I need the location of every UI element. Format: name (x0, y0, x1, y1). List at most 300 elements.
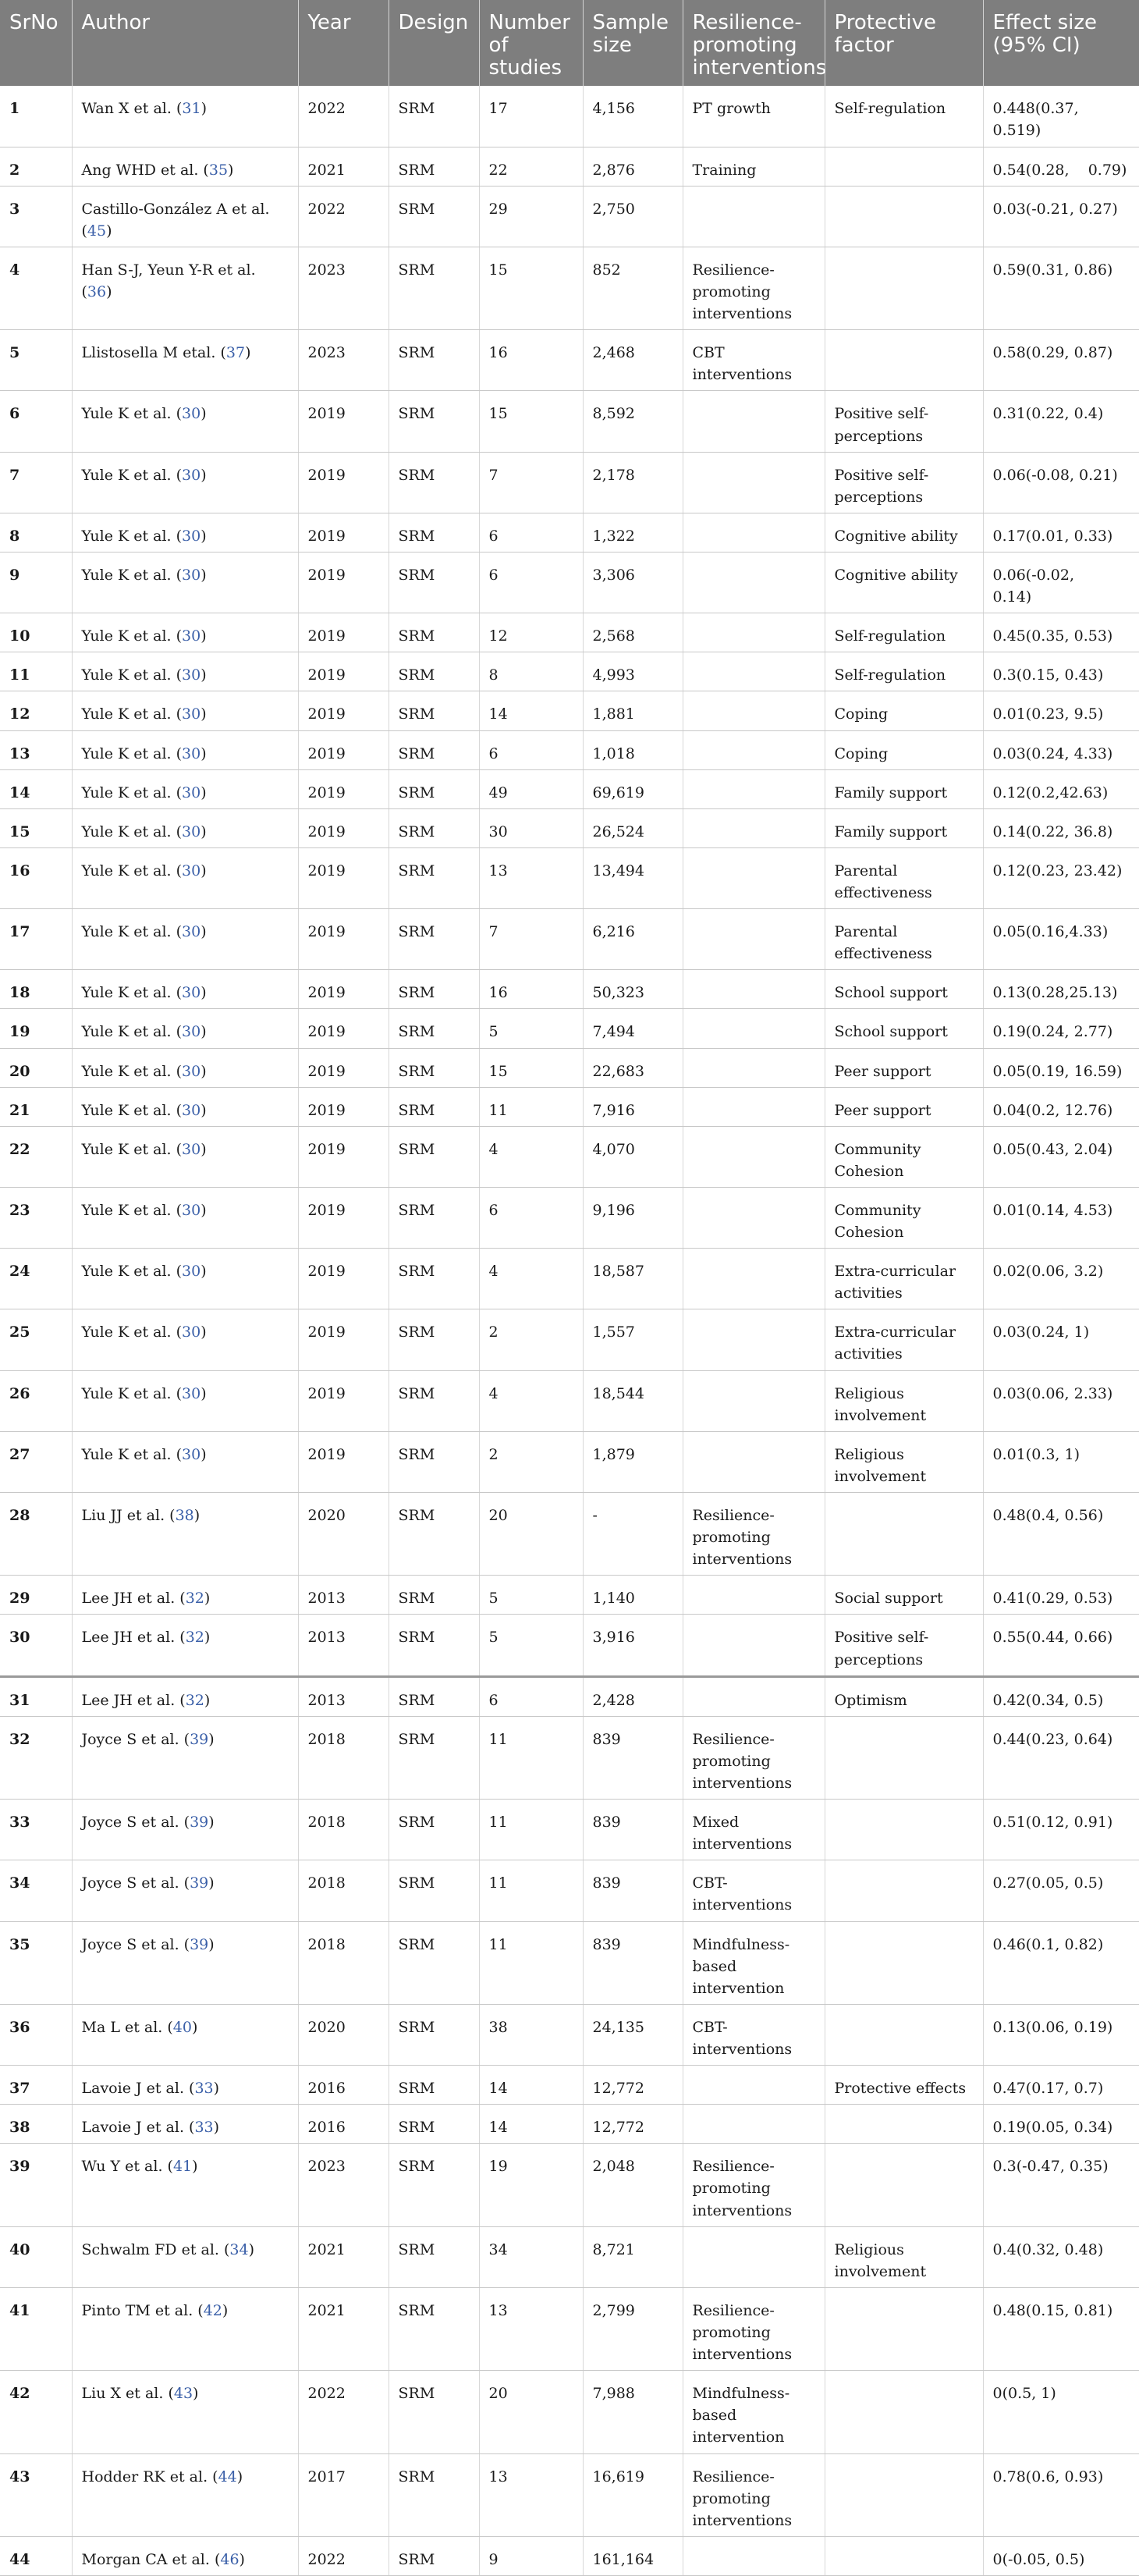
sample-size-cell: 24,135 (583, 2004, 683, 2065)
design-cell: SRM (389, 2453, 479, 2536)
intervention-cell (683, 1187, 825, 1248)
year-cell: 2021 (298, 2287, 389, 2370)
design-cell: SRM (389, 391, 479, 452)
reference-link[interactable]: 30 (182, 1384, 201, 1402)
reference-link[interactable]: 31 (182, 100, 201, 118)
table-row (0, 2144, 1139, 2226)
studies-cell: 5 (479, 1615, 583, 1676)
author-cell (72, 1676, 298, 1716)
protective-factor-cell: Social support (825, 1576, 983, 1615)
reference-link[interactable]: 30 (182, 627, 201, 645)
reference-link[interactable]: 41 (172, 2158, 193, 2176)
author-cell (72, 1048, 298, 1087)
reference-link[interactable]: 30 (182, 923, 201, 941)
row-number: 40 (0, 2226, 72, 2287)
intervention-cell (683, 1126, 825, 1187)
sample-size-cell: 6,216 (583, 909, 683, 970)
sample-size-cell: 2,750 (583, 186, 683, 247)
effect-size-cell: 0(0.5, 1) (983, 2371, 1139, 2453)
row-number: 10 (0, 613, 72, 652)
author-cell (72, 1187, 298, 1248)
effect-size-cell: 0.48(0.15, 0.81) (983, 2287, 1139, 2370)
author-cell (72, 2226, 298, 2287)
intervention-cell (683, 452, 825, 513)
protective-factor-cell: Positive self-perceptions (825, 391, 983, 452)
protective-factor-cell (825, 1800, 983, 1860)
sample-size-cell: 2,178 (583, 452, 683, 513)
studies-cell: 7 (479, 452, 583, 513)
intervention-cell: Training (683, 147, 825, 186)
year-cell: 2018 (298, 1800, 389, 1860)
reference-link[interactable]: 30 (182, 666, 201, 684)
design-cell: SRM (389, 247, 479, 329)
effect-size-cell: 0.19(0.05, 0.34) (983, 2105, 1139, 2144)
reference-link[interactable]: 32 (185, 1629, 204, 1647)
effect-size-cell: 0.19(0.24, 2.77) (983, 1009, 1139, 1048)
effect-size-cell: 0.01(0.14, 4.53) (983, 1187, 1139, 1248)
intervention-cell (683, 970, 825, 1009)
protective-factor-cell: School support (825, 1009, 983, 1048)
reference-link[interactable]: 39 (190, 1874, 209, 1892)
studies-cell: 13 (479, 2453, 583, 2536)
studies-cell: 12 (479, 613, 583, 652)
reference-link[interactable]: 37 (225, 344, 246, 362)
studies-cell: 13 (479, 2287, 583, 2370)
design-cell: SRM (389, 691, 479, 730)
protective-factor-cell: Cognitive ability (825, 513, 983, 552)
effect-size-cell: 0.13(0.06, 0.19) (983, 2004, 1139, 2065)
author-cell (72, 2287, 298, 2370)
intervention-cell (683, 808, 825, 847)
reference-link[interactable]: 38 (175, 1507, 194, 1525)
reference-link[interactable]: 30 (182, 1201, 201, 1219)
intervention-cell (683, 513, 825, 552)
reference-link[interactable]: 30 (182, 862, 201, 879)
row-number: 16 (0, 847, 72, 908)
studies-cell: 11 (479, 1800, 583, 1860)
sample-size-cell: 839 (583, 1921, 683, 2004)
protective-factor-cell: Self-regulation (825, 613, 983, 652)
design-cell: SRM (389, 1800, 479, 1860)
author-cell (72, 730, 298, 769)
year-cell: 2016 (298, 2105, 389, 2144)
header-interventions: Resilience-promoting interventions (683, 0, 825, 86)
design-cell: SRM (389, 1921, 479, 2004)
row-number: 14 (0, 769, 72, 808)
year-cell: 2013 (298, 1676, 389, 1716)
design-cell: SRM (389, 1309, 479, 1370)
year-cell: 2020 (298, 1493, 389, 1576)
design-cell: SRM (389, 1249, 479, 1309)
reference-link[interactable]: 30 (182, 466, 201, 484)
effect-size-cell: 0.03(0.24, 1) (983, 1309, 1139, 1370)
author-name: Yule K et al. ( (81, 405, 183, 423)
row-number: 12 (0, 691, 72, 730)
reference-link[interactable]: 30 (182, 783, 201, 801)
sample-size-cell: 161,164 (583, 2536, 683, 2575)
intervention-cell: Resilience-promoting interventions (683, 2144, 825, 2226)
author-cell (72, 552, 298, 613)
protective-factor-cell (825, 2453, 983, 2536)
author-name: Yule K et al. ( (81, 862, 183, 879)
design-cell: SRM (389, 2004, 479, 2065)
effect-size-cell: 0.01(0.3, 1) (983, 1431, 1139, 1492)
sample-size-cell: 839 (583, 1800, 683, 1860)
year-cell: 2019 (298, 1370, 389, 1431)
reference-close: ) (200, 1201, 207, 1219)
studies-cell: 9 (479, 2536, 583, 2575)
year-cell: 2019 (298, 1431, 389, 1492)
sample-size-cell: 12,772 (583, 2066, 683, 2105)
reference-link[interactable]: 43 (173, 2385, 193, 2403)
studies-cell: 5 (479, 1009, 583, 1048)
row-number: 17 (0, 909, 72, 970)
reference-close: ) (192, 2158, 198, 2176)
author-cell (72, 1431, 298, 1492)
year-cell: 2019 (298, 1126, 389, 1187)
row-number: 2 (0, 147, 72, 186)
year-cell: 2019 (298, 513, 389, 552)
reference-close: ) (200, 823, 207, 840)
studies-cell: 14 (479, 2105, 583, 2144)
reference-link[interactable]: 30 (182, 1263, 201, 1281)
author-cell (72, 452, 298, 513)
row-number: 11 (0, 652, 72, 691)
intervention-cell (683, 2536, 825, 2575)
effect-size-cell: 0.06(-0.08, 0.21) (983, 452, 1139, 513)
author-name: Yule K et al. ( (81, 627, 183, 645)
reference-close: ) (193, 1507, 200, 1525)
reference-close: ) (200, 1140, 207, 1158)
reference-link[interactable]: 36 (87, 282, 107, 300)
table-row (0, 2105, 1139, 2144)
effect-size-cell: 0.13(0.28,25.13) (983, 970, 1139, 1009)
author-name: Yule K et al. ( (81, 984, 183, 1002)
reference-close: ) (204, 1629, 211, 1647)
studies-cell: 17 (479, 86, 583, 147)
protective-factor-cell: Parental effectiveness (825, 909, 983, 970)
sample-size-cell: 22,683 (583, 1048, 683, 1087)
table-row (0, 1921, 1139, 2004)
design-cell: SRM (389, 2105, 479, 2144)
author-name: Yule K et al. ( (81, 566, 183, 584)
year-cell: 2021 (298, 2226, 389, 2287)
row-number: 7 (0, 452, 72, 513)
row-number: 43 (0, 2453, 72, 2536)
sample-size-cell: 8,592 (583, 391, 683, 452)
reference-close: ) (200, 984, 207, 1002)
protective-factor-cell (825, 1493, 983, 1576)
intervention-cell (683, 186, 825, 247)
table-row (0, 2066, 1139, 2105)
author-cell (72, 1800, 298, 1860)
intervention-cell: CBT-interventions (683, 1860, 825, 1921)
reference-close: ) (191, 2018, 198, 2036)
row-number: 29 (0, 1576, 72, 1615)
reference-link[interactable]: 30 (182, 744, 201, 762)
table-row (0, 391, 1139, 452)
reference-link[interactable]: 45 (87, 222, 107, 240)
protective-factor-cell: Community Cohesion (825, 1187, 983, 1248)
table-row (0, 730, 1139, 769)
protective-factor-cell (825, 2287, 983, 2370)
sample-size-cell: 13,494 (583, 847, 683, 908)
header-number-of-studies: Number of studies (479, 0, 583, 86)
table-row (0, 1249, 1139, 1309)
reference-link[interactable]: 32 (185, 1691, 204, 1709)
row-number: 39 (0, 2144, 72, 2226)
intervention-cell: Resilience-promoting interventions (683, 2453, 825, 2536)
author-name: Yule K et al. ( (81, 466, 183, 484)
row-number: 24 (0, 1249, 72, 1309)
row-number: 18 (0, 970, 72, 1009)
row-number: 27 (0, 1431, 72, 1492)
intervention-cell: Resilience-promoting interventions (683, 1493, 825, 1576)
author-name: Yule K et al. ( (81, 705, 183, 723)
effect-size-cell: 0.448(0.37, 0.519) (983, 86, 1139, 147)
reference-link[interactable]: 46 (220, 2550, 240, 2568)
intervention-cell (683, 909, 825, 970)
year-cell: 2013 (298, 1615, 389, 1676)
reference-link[interactable]: 42 (203, 2301, 222, 2319)
protective-factor-cell (825, 2371, 983, 2453)
row-number: 25 (0, 1309, 72, 1370)
header-sample-size: Sample size (583, 0, 683, 86)
year-cell: 2019 (298, 909, 389, 970)
design-cell: SRM (389, 847, 479, 908)
design-cell: SRM (389, 730, 479, 769)
reference-close: ) (248, 2240, 254, 2258)
author-name: Yule K et al. ( (81, 1263, 183, 1281)
year-cell: 2020 (298, 2004, 389, 2065)
design-cell: SRM (389, 1431, 479, 1492)
year-cell: 2019 (298, 970, 389, 1009)
author-cell (72, 613, 298, 652)
design-cell: SRM (389, 2371, 479, 2453)
table-row (0, 1493, 1139, 1576)
table-row (0, 186, 1139, 247)
author-cell (72, 1576, 298, 1615)
year-cell: 2019 (298, 1048, 389, 1087)
author-cell (72, 1370, 298, 1431)
intervention-cell: Mindfulness-based intervention (683, 1921, 825, 2004)
year-cell: 2019 (298, 1087, 389, 1126)
effect-size-cell: 0.54(0.28, 0.79) (983, 147, 1139, 186)
reference-link[interactable]: 33 (194, 2119, 214, 2137)
reference-link[interactable]: 30 (182, 566, 201, 584)
table-row (0, 1126, 1139, 1187)
reference-close: ) (236, 2468, 243, 2485)
year-cell: 2023 (298, 330, 389, 391)
author-name: Liu X et al. ( (81, 2385, 174, 2403)
protective-factor-cell: Family support (825, 808, 983, 847)
reference-link[interactable]: 33 (194, 2080, 214, 2098)
effect-size-cell: 0.03(0.24, 4.33) (983, 730, 1139, 769)
effect-size-cell: 0.3(0.15, 0.43) (983, 652, 1139, 691)
year-cell: 2019 (298, 1309, 389, 1370)
reference-link[interactable]: 30 (182, 1023, 201, 1041)
reference-link[interactable]: 44 (218, 2468, 237, 2485)
reference-close: ) (200, 100, 207, 118)
effect-size-cell: 0.06(-0.02, 0.14) (983, 552, 1139, 613)
sample-size-cell: 1,140 (583, 1576, 683, 1615)
reference-close: ) (106, 282, 112, 300)
author-cell (72, 2066, 298, 2105)
row-number: 1 (0, 86, 72, 147)
sample-size-cell: 1,322 (583, 513, 683, 552)
reference-close: ) (200, 1023, 207, 1041)
protective-factor-cell: Coping (825, 691, 983, 730)
reference-link[interactable]: 39 (190, 1730, 209, 1748)
reference-link[interactable]: 35 (208, 161, 229, 179)
studies-cell: 14 (479, 2066, 583, 2105)
sample-size-cell: 8,721 (583, 2226, 683, 2287)
row-number: 41 (0, 2287, 72, 2370)
studies-cell: 11 (479, 1087, 583, 1126)
protective-factor-cell: Cognitive ability (825, 552, 983, 613)
year-cell: 2019 (298, 769, 389, 808)
effect-size-cell: 0.42(0.34, 0.5) (983, 1676, 1139, 1716)
protective-factor-cell (825, 186, 983, 247)
design-cell: SRM (389, 2536, 479, 2575)
header-protective-factor: Protective factor (825, 0, 983, 86)
author-cell (72, 691, 298, 730)
year-cell: 2013 (298, 1576, 389, 1615)
sample-size-cell: 2,428 (583, 1676, 683, 1716)
protective-factor-cell: Positive self-perceptions (825, 1615, 983, 1676)
author-cell (72, 2453, 298, 2536)
reference-link[interactable]: 30 (182, 705, 201, 723)
table-row (0, 613, 1139, 652)
reference-close: ) (200, 923, 207, 941)
intervention-cell: Mixed interventions (683, 1800, 825, 1860)
effect-size-cell: 0.05(0.43, 2.04) (983, 1126, 1139, 1187)
sample-size-cell: 69,619 (583, 769, 683, 808)
author-cell (72, 391, 298, 452)
reference-link[interactable]: 30 (182, 984, 201, 1002)
reference-link[interactable]: 30 (182, 1445, 201, 1463)
row-number: 13 (0, 730, 72, 769)
protective-factor-cell (825, 1716, 983, 1799)
intervention-cell (683, 613, 825, 652)
intervention-cell (683, 2066, 825, 2105)
author-name: Morgan CA et al. ( (81, 2550, 221, 2568)
row-number: 34 (0, 1860, 72, 1921)
reference-link[interactable]: 40 (172, 2018, 192, 2036)
protective-factor-cell: Family support (825, 769, 983, 808)
design-cell: SRM (389, 2226, 479, 2287)
sample-size-cell: 1,018 (583, 730, 683, 769)
table-row (0, 691, 1139, 730)
studies-cell: 7 (479, 909, 583, 970)
reference-link[interactable]: 39 (190, 1935, 209, 1953)
reference-link[interactable]: 30 (182, 1140, 201, 1158)
table-row (0, 1576, 1139, 1615)
reference-close: ) (200, 405, 207, 423)
year-cell: 2019 (298, 452, 389, 513)
effect-size-cell: 0.27(0.05, 0.5) (983, 1860, 1139, 1921)
effect-size-cell: 0.46(0.1, 0.82) (983, 1921, 1139, 2004)
effect-size-cell: 0.41(0.29, 0.53) (983, 1576, 1139, 1615)
year-cell: 2019 (298, 391, 389, 452)
effect-size-cell: 0.44(0.23, 0.64) (983, 1716, 1139, 1799)
reference-link[interactable]: 30 (182, 1062, 201, 1080)
design-cell: SRM (389, 452, 479, 513)
reference-close: ) (200, 666, 207, 684)
reference-close: ) (245, 344, 251, 362)
studies-cell: 20 (479, 2371, 583, 2453)
studies-cell: 4 (479, 1249, 583, 1309)
intervention-cell (683, 391, 825, 452)
protective-factor-cell: Self-regulation (825, 86, 983, 147)
reference-close: ) (200, 466, 207, 484)
sample-size-cell: 2,048 (583, 2144, 683, 2226)
author-cell (72, 330, 298, 391)
author-name: Lee JH et al. ( (81, 1691, 186, 1709)
intervention-cell (683, 1309, 825, 1370)
reference-link[interactable]: 30 (182, 823, 201, 840)
reference-close: ) (239, 2550, 245, 2568)
studies-cell: 16 (479, 330, 583, 391)
author-name: Yule K et al. ( (81, 783, 183, 801)
design-cell: SRM (389, 2066, 479, 2105)
design-cell: SRM (389, 1009, 479, 1048)
reference-link[interactable]: 30 (182, 527, 201, 545)
author-cell (72, 847, 298, 908)
design-cell: SRM (389, 1126, 479, 1187)
table-row (0, 86, 1139, 147)
effect-size-cell: 0(-0.05, 0.5) (983, 2536, 1139, 2575)
design-cell: SRM (389, 2144, 479, 2226)
author-cell (72, 1309, 298, 1370)
sample-size-cell: 2,876 (583, 147, 683, 186)
author-name: Wan X et al. ( (81, 100, 183, 118)
reference-link[interactable]: 39 (190, 1814, 209, 1832)
header-row (0, 0, 1139, 86)
effect-size-cell: 0.78(0.6, 0.93) (983, 2453, 1139, 2536)
reference-close: ) (204, 1590, 211, 1608)
studies-cell: 29 (479, 186, 583, 247)
author-name: Yule K et al. ( (81, 923, 183, 941)
reference-link[interactable]: 32 (185, 1590, 204, 1608)
author-name: Yule K et al. ( (81, 1140, 183, 1158)
studies-cell: 2 (479, 1309, 583, 1370)
reference-link[interactable]: 34 (229, 2240, 249, 2258)
author-name: Wu Y et al. ( (81, 2158, 173, 2176)
effect-size-cell: 0.04(0.2, 12.76) (983, 1087, 1139, 1126)
table-row (0, 1009, 1139, 1048)
author-name: Pinto TM et al. ( (81, 2301, 204, 2319)
author-name: Yule K et al. ( (81, 1201, 183, 1219)
design-cell: SRM (389, 1860, 479, 1921)
reference-link[interactable]: 30 (182, 405, 201, 423)
header-year: Year (298, 0, 389, 86)
table-row (0, 1087, 1139, 1126)
table-row (0, 2287, 1139, 2370)
row-number: 36 (0, 2004, 72, 2065)
header-srno: SrNo (0, 0, 72, 86)
reference-link[interactable]: 30 (182, 1101, 201, 1119)
author-cell (72, 808, 298, 847)
protective-factor-cell (825, 330, 983, 391)
reference-link[interactable]: 30 (182, 1324, 201, 1341)
sample-size-cell: 4,070 (583, 1126, 683, 1187)
reference-close: ) (200, 1062, 207, 1080)
author-name: Lee JH et al. ( (81, 1629, 186, 1647)
author-name: Yule K et al. ( (81, 666, 183, 684)
author-name: Yule K et al. ( (81, 1384, 183, 1402)
table-row (0, 1187, 1139, 1248)
